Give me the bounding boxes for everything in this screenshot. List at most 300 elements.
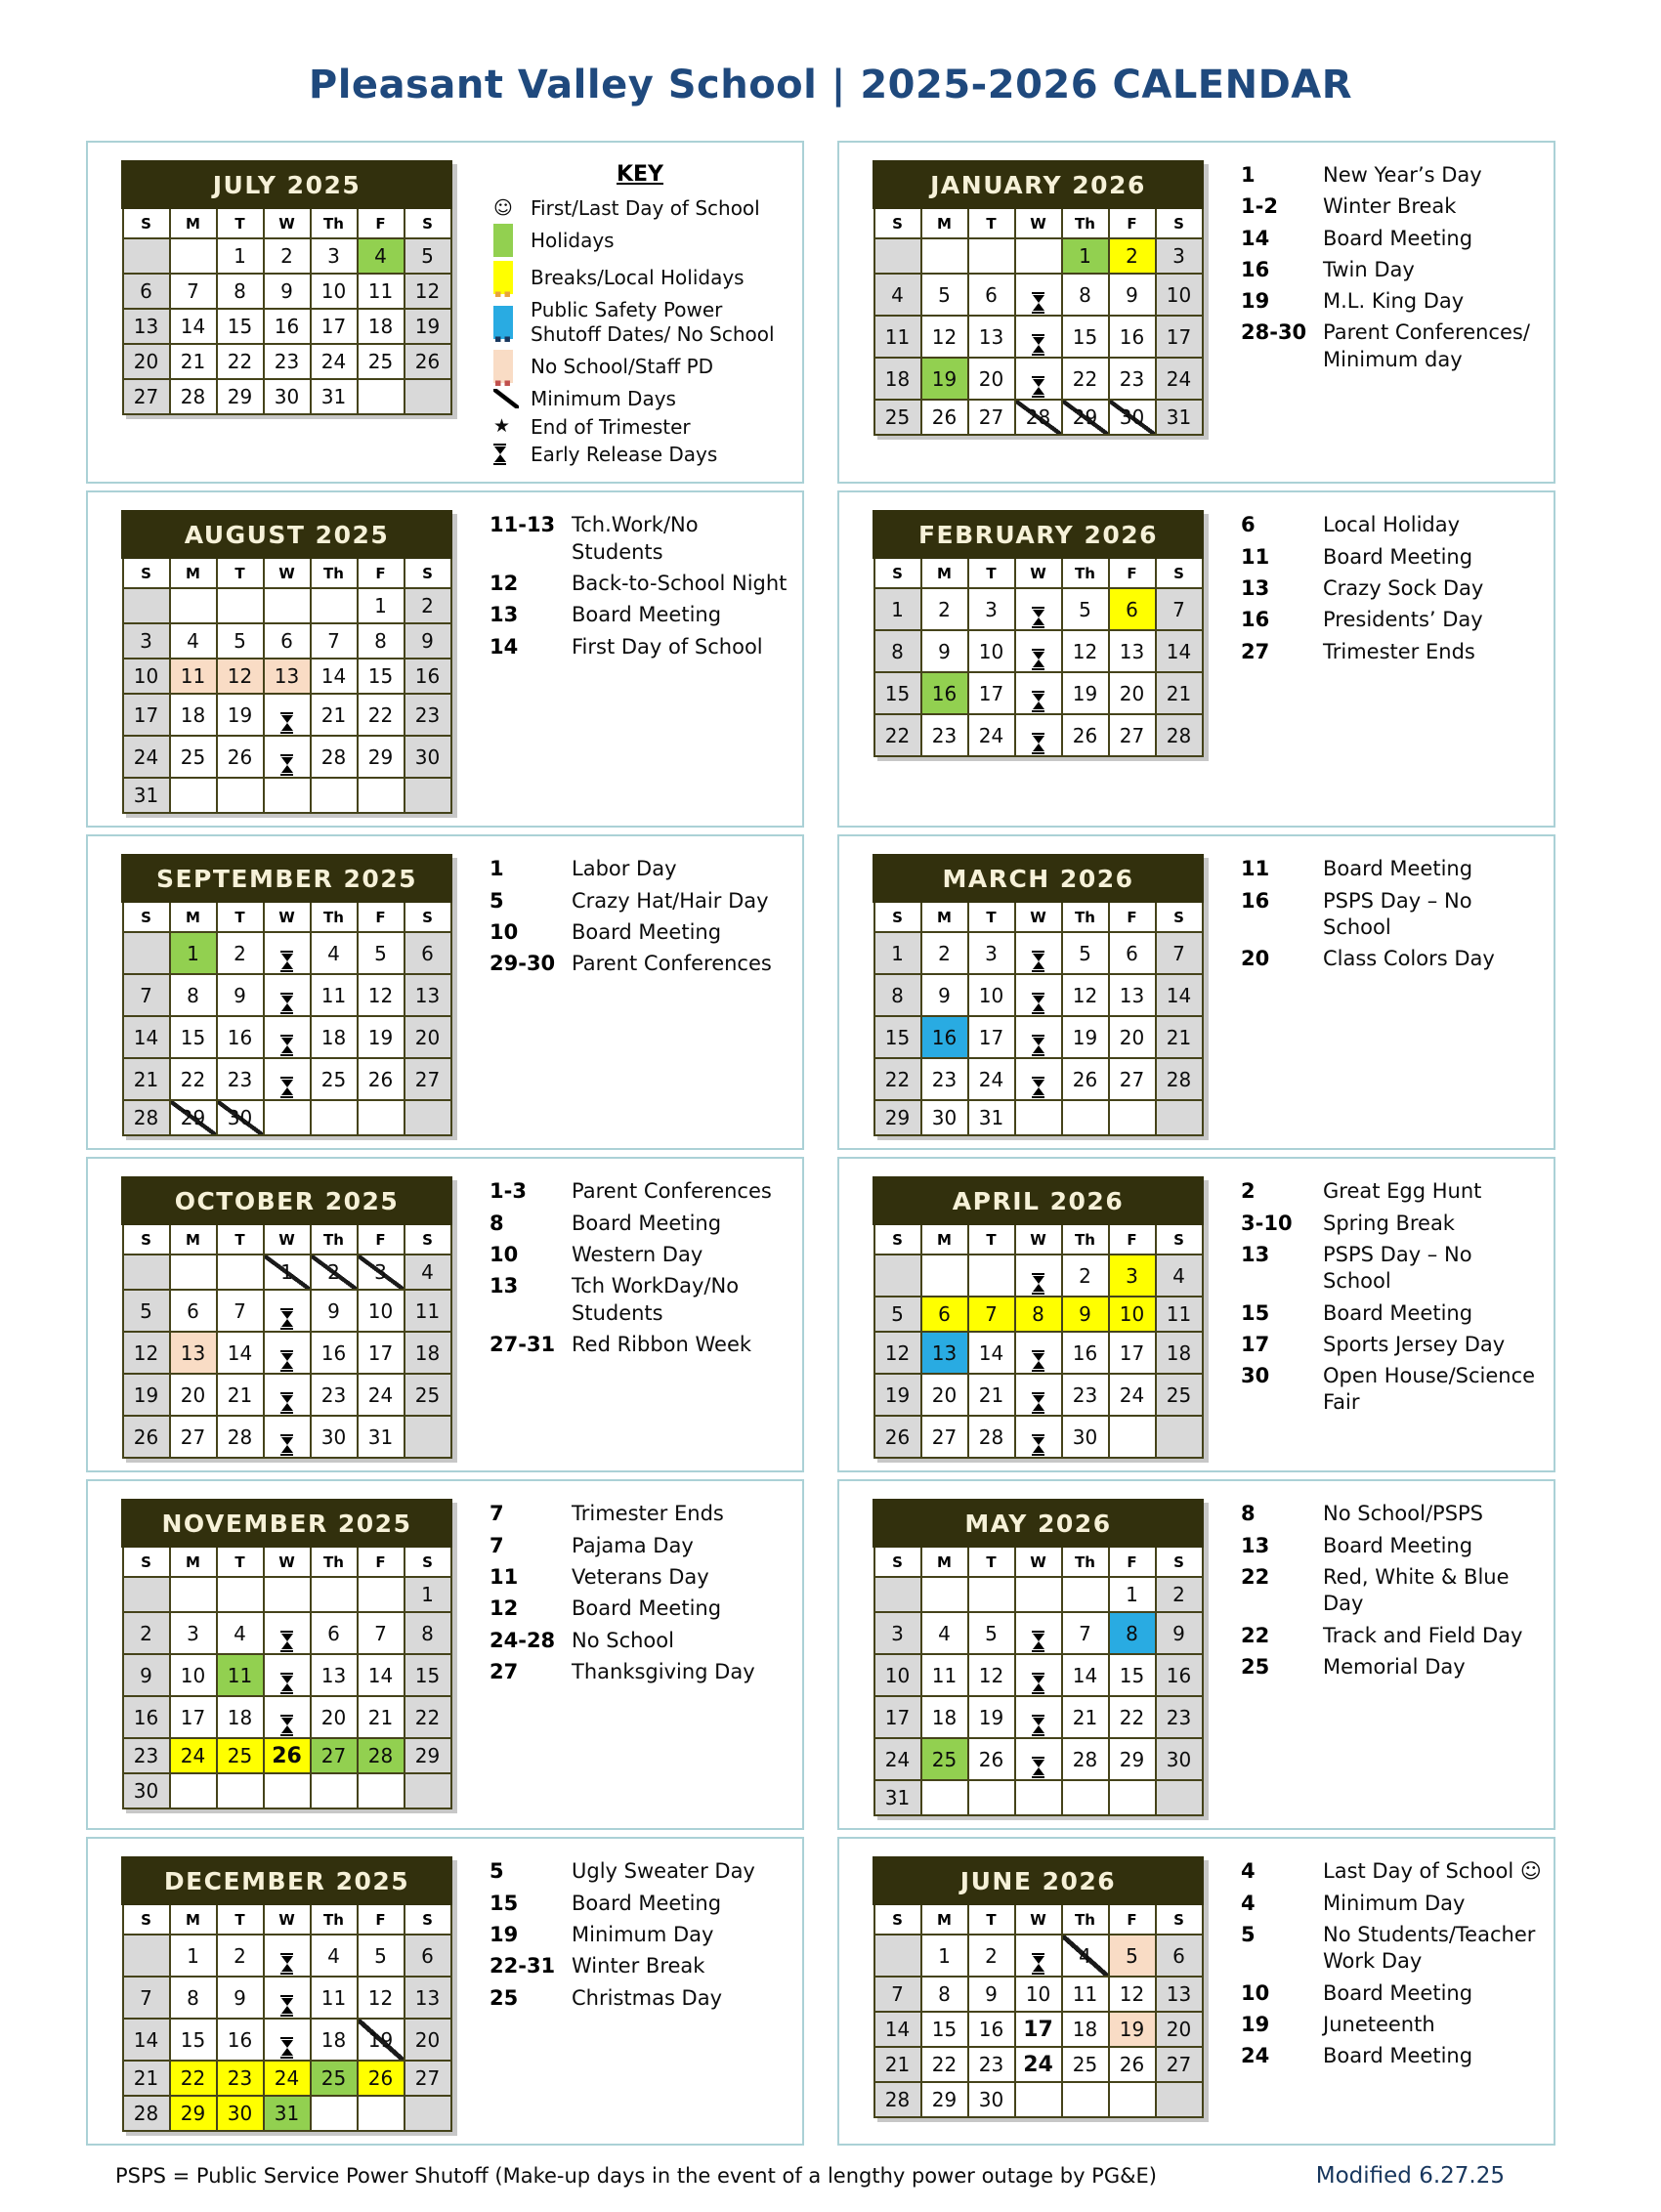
month-title: OCTOBER 2025 [123,1178,451,1224]
weekday-header-s: S [405,1547,451,1578]
day-cell-7: 7 [968,1297,1015,1332]
day-cell-early-release [1015,1016,1062,1058]
day-cell-20: 20 [1156,2012,1203,2047]
day-cell-4: 4 [217,1612,264,1654]
event-date: 10 [490,1242,519,1266]
weekday-header-s: S [874,1904,921,1936]
week-row [874,974,1203,1016]
day-cell-15: 15 [170,1016,217,1058]
week-row [123,238,451,274]
day-cell-14: 14 [123,2019,170,2061]
event-row [490,1891,790,1917]
day-cell-early-release [1015,1696,1062,1738]
event-row [1241,1533,1542,1559]
day-cell-11: 11 [311,1977,358,2019]
week-row [123,623,451,659]
events-list [1204,160,1542,378]
event-label: Pajama Day [572,1533,694,1557]
day-cell-31: 31 [874,1780,921,1815]
day-cell-2: 2 [1062,1255,1109,1297]
day-cell-22: 22 [874,714,921,756]
day-cell-8: 8 [874,630,921,672]
hourglass-icon [280,1035,293,1056]
event-label: M.L. King Day [1323,289,1465,314]
event-row [1241,162,1542,189]
week-row [874,672,1203,714]
day-cell-early-release [264,1977,311,2019]
day-cell-empty [968,238,1015,274]
day-cell-16: 16 [311,1332,358,1374]
day-cell-early-release [264,1654,311,1696]
day-cell-12: 12 [358,974,405,1016]
event-row [490,1595,790,1622]
month-title: AUGUST 2025 [123,512,451,558]
weekday-header-w: W [264,1224,311,1255]
day-cell-27: 27 [921,1416,968,1458]
event-date: 11 [1241,857,1270,881]
day-cell-28: 28 [123,1100,170,1135]
event-row [490,602,790,628]
month-panel-may-2026 [837,1479,1555,1830]
key-item-label: Breaks/Local Holidays [531,266,745,290]
event-row [490,856,790,882]
day-cell-empty [874,238,921,274]
day-cell-empty [123,932,170,974]
event-label: Trimester Ends [572,1502,724,1526]
event-date: 12 [490,1596,519,1621]
day-cell-24: 24 [358,1374,405,1416]
day-cell-14: 14 [874,2012,921,2047]
day-cell-29: 29 [405,1738,451,1773]
events-list [452,1856,790,2016]
day-cell-empty [170,1255,217,1290]
key-item [493,415,787,439]
day-cell-2: 2 [123,1612,170,1654]
hourglass-icon [1032,733,1044,754]
weekday-header-m: M [170,1904,217,1936]
day-cell-18: 18 [1062,2012,1109,2047]
weekday-header-th: Th [311,1224,358,1255]
day-cell-11: 11 [170,659,217,694]
day-cell-7: 7 [311,623,358,659]
key-item [493,350,787,390]
key-item [493,261,787,301]
footer [0,2146,1661,2189]
day-cell-20: 20 [170,1374,217,1416]
week-row [874,1977,1203,2012]
event-row [1241,1501,1542,1527]
event-row [1241,1211,1542,1237]
day-cell-empty [170,238,217,274]
hourglass-icon [280,1434,293,1456]
day-cell-empty [311,1773,358,1808]
day-cell-15: 15 [921,2012,968,2047]
event-label: Class Colors Day [1323,947,1495,971]
day-cell-2: 2 [968,1935,1015,1977]
events-list [1204,1499,1542,1685]
day-cell-8: 8 [874,974,921,1016]
day-cell-empty [1015,238,1062,274]
day-cell-21: 21 [123,1058,170,1100]
event-date: 1 [490,857,504,881]
week-row [874,1058,1203,1100]
day-cell-24: 24 [1015,2047,1062,2082]
weekday-header-f: F [358,902,405,933]
day-cell-empty [123,238,170,274]
event-row [490,1211,790,1237]
event-row [490,1628,790,1654]
day-cell-18: 18 [170,694,217,736]
event-label: No School/PSPS [1323,1502,1484,1526]
event-date: 27-31 [490,1332,556,1356]
day-cell-17: 17 [1156,316,1203,358]
day-cell-empty [170,1773,217,1808]
day-cell-15: 15 [170,2019,217,2061]
day-cell-14: 14 [358,1654,405,1696]
day-cell-8: 8 [405,1612,451,1654]
day-cell-6: 6 [1109,932,1156,974]
day-cell-19: 19 [1109,2012,1156,2047]
weekday-header-s: S [405,208,451,239]
day-cell-empty [358,778,405,813]
day-cell-21: 21 [170,344,217,379]
week-row [123,379,451,414]
day-cell-16: 16 [405,659,451,694]
day-cell-21: 21 [1156,1016,1203,1058]
event-date: 1-3 [490,1179,527,1204]
week-row [874,2047,1203,2082]
day-cell-16: 16 [968,2012,1015,2047]
week-row [874,1780,1203,1815]
day-cell-early-release [1015,1935,1062,1977]
day-cell-26: 26 [358,2061,405,2096]
day-cell-9: 9 [264,274,311,309]
day-cell-6: 6 [405,932,451,974]
day-cell-23: 23 [217,2061,264,2096]
day-cell-17: 17 [170,1696,217,1738]
day-cell-29: 29 [170,2096,217,2131]
day-cell-18: 18 [311,1016,358,1058]
day-cell-11: 11 [217,1654,264,1696]
day-cell-30: 30 [1062,1416,1109,1458]
hourglass-icon [1032,1434,1044,1456]
day-cell-23: 23 [921,1058,968,1100]
week-row [874,1577,1203,1612]
day-cell-16: 16 [921,1016,968,1058]
day-cell-14: 14 [1156,630,1203,672]
event-row [1241,2012,1542,2038]
day-cell-2: 2 [921,588,968,630]
day-cell-23: 23 [311,1374,358,1416]
day-cell-22: 22 [170,1058,217,1100]
day-cell-early-release [264,1016,311,1058]
day-cell-4: 4 [1156,1255,1203,1297]
day-cell-empty [217,1255,264,1290]
weekday-header-th: Th [1062,902,1109,933]
hourglass-icon [1032,1273,1044,1295]
weekday-header-th: Th [1062,1904,1109,1936]
day-cell-20: 20 [405,1016,451,1058]
day-cell-early-release [264,1374,311,1416]
day-cell-13: 13 [921,1332,968,1374]
hourglass-icon [1032,993,1044,1014]
day-cell-empty [358,2096,405,2131]
day-cell-empty [874,1935,921,1977]
weekday-header-s: S [874,1224,921,1255]
day-cell-6: 6 [405,1935,451,1977]
event-row [490,1533,790,1559]
event-label: Local Holiday [1323,513,1461,537]
event-label: Parent Conferences [572,952,772,976]
key-item [493,298,787,346]
day-cell-empty [170,588,217,623]
event-row [1241,2043,1542,2069]
month-calendar-march-2026 [873,854,1204,1136]
day-cell-early-release [264,1696,311,1738]
hourglass-icon [1032,649,1044,670]
smiley-icon: ☺ [493,196,513,219]
event-row [1241,193,1542,220]
day-cell-empty [358,1773,405,1808]
day-cell-11: 11 [358,274,405,309]
day-cell-30: 30 [1109,400,1156,435]
day-cell-24: 24 [968,714,1015,756]
event-row [1241,946,1542,972]
day-cell-19: 19 [968,1696,1015,1738]
event-row [1241,1363,1542,1417]
day-cell-early-release [1015,1612,1062,1654]
event-date: 12 [490,571,519,595]
day-cell-early-release [264,1612,311,1654]
weekday-header-m: M [170,1547,217,1578]
day-cell-empty [1015,1577,1062,1612]
event-row [1241,575,1542,602]
day-cell-28: 28 [358,1738,405,1773]
event-row [1241,512,1542,538]
event-date: 19 [490,1922,519,1946]
day-cell-11: 11 [1062,1977,1109,2012]
week-row [123,1332,451,1374]
day-cell-19: 19 [1062,672,1109,714]
weekday-header-s: S [874,1547,921,1578]
event-date: 7 [490,1533,504,1557]
day-cell-empty [1062,1780,1109,1815]
month-panel-june-2026 [837,1837,1555,2146]
day-cell-23: 23 [264,344,311,379]
hourglass-icon [1032,1392,1044,1414]
event-date: 11 [490,1564,519,1589]
day-cell-empty [405,778,451,813]
month-title: MAY 2026 [874,1501,1203,1547]
day-cell-empty [311,588,358,623]
week-row [874,1100,1203,1135]
event-label: Minimum Day [1323,1891,1466,1915]
weekday-header-s: S [405,1224,451,1255]
day-cell-10: 10 [874,1654,921,1696]
day-cell-early-release [1015,358,1062,400]
week-row [123,1374,451,1416]
event-date: 19 [1241,2012,1270,2036]
event-date: 10 [1241,1980,1270,2005]
week-row [123,2019,451,2061]
event-row [490,1659,790,1685]
day-cell-23: 23 [1109,358,1156,400]
day-cell-28: 28 [1015,400,1062,435]
day-cell-4: 4 [874,274,921,316]
hourglass-icon [1032,1077,1044,1098]
day-cell-4: 4 [311,932,358,974]
weekday-header-s: S [1156,1547,1203,1578]
day-cell-8: 8 [1015,1297,1062,1332]
event-date: 24 [1241,2044,1270,2068]
day-cell-5: 5 [217,623,264,659]
day-cell-25: 25 [1062,2047,1109,2082]
day-cell-19: 19 [405,309,451,344]
event-date: 5 [490,888,504,913]
day-cell-9: 9 [217,1977,264,2019]
week-row [123,1738,451,1773]
event-date: 24-28 [490,1628,556,1652]
day-cell-6: 6 [264,623,311,659]
weekday-header-s: S [1156,558,1203,589]
event-label: Track and Field Day [1323,1623,1523,1647]
day-cell-2: 2 [311,1255,358,1290]
star-icon: ★ [493,415,511,438]
hourglass-icon [1032,1631,1044,1652]
weekday-header-f: F [358,208,405,239]
week-row [874,588,1203,630]
event-label: Presidents’ Day [1323,608,1483,632]
day-cell-28: 28 [123,2096,170,2131]
day-cell-20: 20 [968,358,1015,400]
day-cell-9: 9 [123,1654,170,1696]
day-cell-18: 18 [311,2019,358,2061]
week-row [123,1416,451,1458]
day-cell-empty [405,2096,451,2131]
week-row [123,344,451,379]
weekday-header-s: S [1156,1904,1203,1936]
hourglass-icon [1032,376,1044,398]
peach-swatch: ▪▪ [493,350,531,383]
day-cell-21: 21 [1156,672,1203,714]
week-row [123,778,451,813]
day-cell-early-release [264,1332,311,1374]
day-cell-empty [123,588,170,623]
day-cell-9: 9 [921,974,968,1016]
day-cell-early-release [1015,1332,1062,1374]
hourglass-icon [1032,334,1044,356]
day-cell-27: 27 [170,1416,217,1458]
day-cell-24: 24 [264,2061,311,2096]
event-label: Board Meeting [1323,857,1473,881]
week-row [874,358,1203,400]
day-cell-early-release [1015,316,1062,358]
day-cell-empty [1109,1100,1156,1135]
event-date: 20 [1241,947,1270,971]
day-cell-30: 30 [217,1100,264,1135]
week-row [874,2082,1203,2117]
day-cell-6: 6 [123,274,170,309]
day-cell-19: 19 [217,694,264,736]
event-row [490,1332,790,1358]
event-row [490,1178,790,1205]
weekday-header-w: W [264,1904,311,1936]
event-label: Board Meeting [1323,1533,1473,1557]
event-row [490,1922,790,1948]
event-row [1241,1332,1542,1358]
day-cell-early-release [264,694,311,736]
event-label: Board Meeting [572,1211,722,1235]
event-date: 3-10 [1241,1211,1293,1235]
day-cell-13: 13 [968,316,1015,358]
week-row [874,1935,1203,1977]
day-cell-12: 12 [874,1332,921,1374]
day-cell-27: 27 [405,1058,451,1100]
key-item [493,196,787,220]
week-row [874,316,1203,358]
day-cell-17: 17 [968,672,1015,714]
day-cell-24: 24 [123,736,170,778]
week-row [123,659,451,694]
day-cell-20: 20 [921,1374,968,1416]
day-cell-empty [405,1100,451,1135]
weekday-header-w: W [1015,1224,1062,1255]
day-cell-27: 27 [311,1738,358,1773]
day-cell-4: 4 [311,1935,358,1977]
day-cell-empty [358,1100,405,1135]
event-row [1241,856,1542,882]
day-cell-7: 7 [1062,1612,1109,1654]
day-cell-11: 11 [1156,1297,1203,1332]
day-cell-empty [874,1577,921,1612]
event-label: Board Meeting [1323,226,1473,250]
week-row [874,1255,1203,1297]
day-cell-17: 17 [1109,1332,1156,1374]
weekday-header-w: W [264,208,311,239]
hourglass-icon [1032,1350,1044,1372]
day-cell-16: 16 [123,1696,170,1738]
day-cell-early-release [264,1935,311,1977]
week-row [123,1935,451,1977]
day-cell-28: 28 [874,2082,921,2117]
day-cell-early-release [1015,274,1062,316]
day-cell-5: 5 [1062,588,1109,630]
day-cell-26: 26 [264,1738,311,1773]
day-cell-5: 5 [1062,932,1109,974]
day-cell-24: 24 [874,1738,921,1780]
weekday-header-w: W [264,902,311,933]
events-list [1204,510,1542,669]
key-item [493,443,787,466]
day-cell-8: 8 [358,623,405,659]
day-cell-11: 11 [405,1290,451,1332]
day-cell-18: 18 [217,1696,264,1738]
day-cell-10: 10 [1109,1297,1156,1332]
events-list [1204,1856,1542,2074]
day-cell-22: 22 [1062,358,1109,400]
key-item-label: Public Safety Power Shutoff Dates/ No School [531,298,775,346]
day-cell-18: 18 [874,358,921,400]
event-label: Crazy Hat/Hair Day [572,888,769,913]
yellow-swatch: ▪▪ [493,261,531,294]
day-cell-13: 13 [405,1977,451,2019]
month-title: APRIL 2026 [874,1178,1203,1224]
day-cell-29: 29 [874,1100,921,1135]
day-cell-8: 8 [1062,274,1109,316]
day-cell-22: 22 [874,1058,921,1100]
event-date: 13 [490,1274,519,1298]
day-cell-14: 14 [1156,974,1203,1016]
